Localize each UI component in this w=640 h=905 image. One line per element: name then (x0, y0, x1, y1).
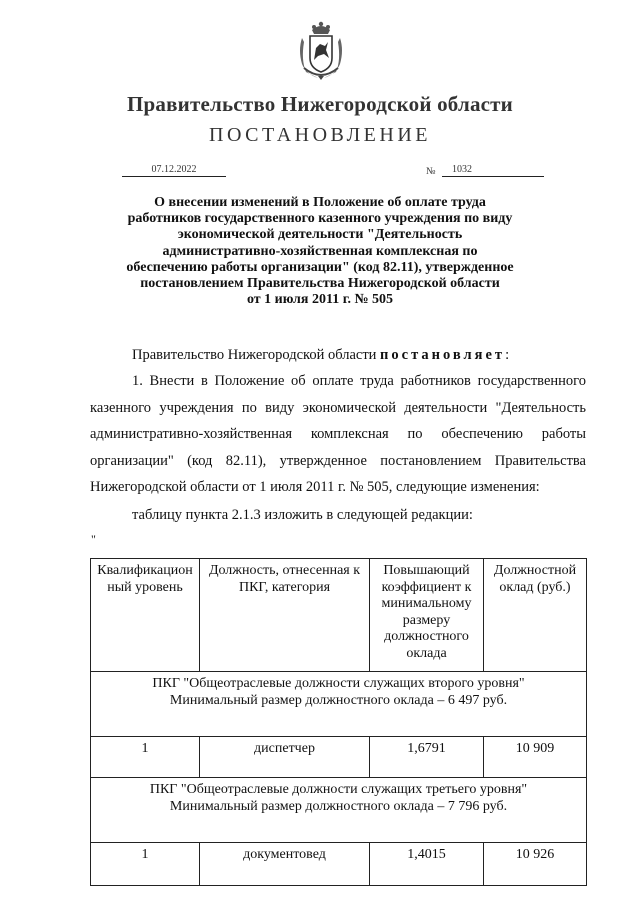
group-title: ПКГ "Общеотраслевые должности служащих второго уровня" (152, 676, 525, 691)
item-1-line-text: 1. Внести в Положение об оплате труда работников государственного (132, 373, 586, 389)
header-coefficient: Повышающий коэффициент к минимальному размеру должностного оклада (370, 559, 484, 672)
intro-resolves: постановляет (380, 347, 506, 363)
group-row (91, 672, 587, 737)
header-qualification-level: Квалификационный уровень (91, 559, 200, 672)
salary-table (90, 558, 587, 886)
item-1-line: казенного учреждения по виду экономической деятельности "Деятельность (90, 399, 586, 416)
government-title: Правительство Нижегородской области (127, 92, 513, 116)
resolution-intro (132, 342, 562, 369)
subject-line: постановлением Правительства Нижегородской области (140, 276, 500, 292)
cell-position: диспетчер (200, 737, 370, 778)
document-date: 07.12.2022 (122, 163, 226, 177)
item-1-text (90, 368, 586, 474)
subject-line: административно-хозяйственная комплексная по (162, 243, 478, 259)
group-title: ПКГ "Общеотраслевые должности служащих третьего уровня" (149, 782, 528, 797)
subject-line: обеспечению работы организации" (код 82.11), утвержденное (126, 259, 514, 275)
cell-coefficient: 1,6791 (370, 737, 484, 778)
cell-level: 1 (91, 843, 200, 886)
cell-coefficient: 1,4015 (370, 843, 484, 886)
intro-suffix: : (505, 347, 510, 363)
item-1-last-line: Нижегородской области от 1 июля 2011 г. № 505, следующие изменения: (90, 479, 540, 495)
group-min-salary: Минимальный размер должностного оклада – 7 796 руб. (169, 798, 508, 814)
table-row (91, 843, 587, 886)
document-subject (90, 195, 550, 308)
item-1-line: административно-хозяйственная комплексная по обеспечению работы (90, 426, 586, 442)
group-header (91, 778, 587, 843)
table-row (91, 737, 587, 778)
subject-line: О внесении изменений в Положение об оплате труда (154, 195, 486, 210)
document-type: ПОСТАНОВЛЕНИЕ (209, 124, 431, 146)
cell-position: документовед (200, 843, 370, 886)
subject-line: работников государственного казенного учреждения по виду (127, 211, 513, 227)
cell-level: 1 (91, 737, 200, 778)
group-header (91, 672, 587, 737)
item-1-line (90, 368, 586, 395)
item-1-line: организации" (код 82.11), утвержденное постановлением Правительства (90, 452, 586, 469)
table-header-row (91, 559, 587, 672)
subject-line: от 1 июля 2011 г. № 505 (246, 292, 394, 308)
document-number: 1032 (442, 163, 544, 177)
group-min-salary: Минимальный размер должностного оклада – 6 497 руб. (169, 692, 508, 708)
cell-salary: 10 909 (484, 737, 587, 778)
intro-prefix: Правительство Нижегородской области (132, 347, 381, 363)
number-label: № (426, 166, 436, 177)
table-intro: таблицу пункта 2.1.3 изложить в следующей редакции: (132, 507, 473, 523)
subject-line: экономической деятельности "Деятельность (177, 227, 463, 243)
cell-salary: 10 926 (484, 843, 587, 886)
group-row (91, 778, 587, 843)
header-salary: Должностной оклад (руб.) (484, 559, 587, 672)
header-position: Должность, отнесенная к ПКГ, категория (200, 559, 370, 672)
coat-of-arms-icon (298, 20, 344, 82)
opening-quote: " (91, 532, 96, 546)
